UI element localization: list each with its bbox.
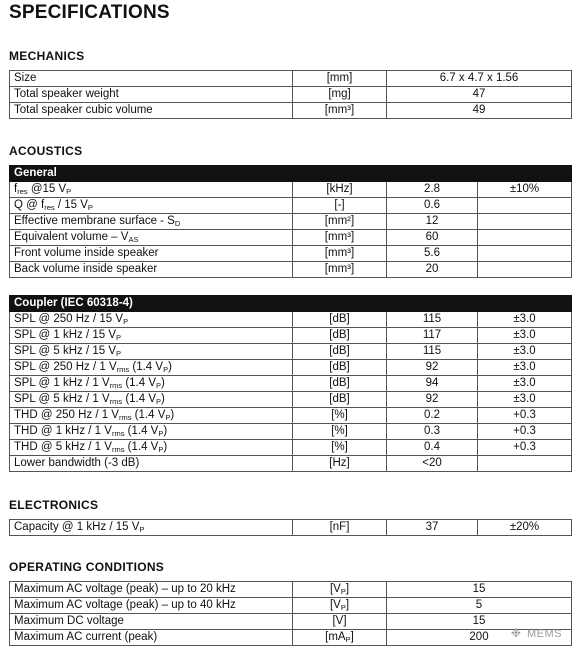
operating-row: [10, 614, 572, 630]
tolerance-cell: +0.3: [478, 424, 572, 440]
param-cell: SPL @ 5 kHz / 15 $V_P$: [10, 344, 293, 360]
tolerance-cell: +0.3: [478, 440, 572, 456]
unit-cell: [dB]: [293, 344, 387, 360]
coupler-row: [10, 456, 572, 472]
coupler-row: [10, 440, 572, 456]
general-row: [10, 182, 572, 198]
tolerance-cell: ±3.0: [478, 344, 572, 360]
value-cell: 15: [387, 582, 572, 598]
tolerance-cell: [478, 214, 572, 230]
unit-cell: [%]: [293, 424, 387, 440]
coupler-row: [10, 424, 572, 440]
value-cell: 49: [387, 103, 572, 119]
param-cell: Capacity @ 1 kHz / 15 $V_P$: [10, 520, 293, 536]
unit-cell: [mm]: [293, 71, 387, 87]
unit-cell: [%]: [293, 440, 387, 456]
value-cell: <20: [387, 456, 478, 472]
unit-cell: [dB]: [293, 392, 387, 408]
unit-cell: [V]: [293, 614, 387, 630]
electronics-row: [10, 520, 572, 536]
section-title-acoustics: ACOUSTICS: [9, 144, 83, 158]
param-cell: Back volume inside speaker: [10, 262, 293, 278]
mechanics-table: [9, 70, 572, 119]
value-cell: 0.3: [387, 424, 478, 440]
unit-cell: [mm³]: [293, 103, 387, 119]
coupler-row: [10, 360, 572, 376]
coupler-row: [10, 408, 572, 424]
tolerance-cell: [478, 246, 572, 262]
general-header: General: [10, 166, 572, 182]
value-cell: 5: [387, 598, 572, 614]
param-cell: SPL @ 1 kHz / 1 $V_{rms}$ (1.4 $V_P$): [10, 376, 293, 392]
general-row: [10, 214, 572, 230]
value-cell: 115: [387, 312, 478, 328]
operating-row: [10, 630, 572, 646]
tolerance-cell: ±3.0: [478, 360, 572, 376]
watermark-text: MEMS: [527, 628, 562, 640]
value-cell: 5.6: [387, 246, 478, 262]
param-cell: $f_{res}$ @15 $V_P$: [10, 182, 293, 198]
param-cell: Front volume inside speaker: [10, 246, 293, 262]
param-cell: Lower bandwidth (-3 dB): [10, 456, 293, 472]
value-cell: 92: [387, 392, 478, 408]
unit-cell: [mm³]: [293, 230, 387, 246]
tolerance-cell: ±3.0: [478, 312, 572, 328]
param-cell: Size: [10, 71, 293, 87]
coupler-row: [10, 376, 572, 392]
tolerance-cell: ±3.0: [478, 392, 572, 408]
value-cell: 115: [387, 344, 478, 360]
param-cell: Maximum AC voltage (peak) – up to 40 kHz: [10, 598, 293, 614]
value-cell: 117: [387, 328, 478, 344]
section-title-operating: OPERATING CONDITIONS: [9, 560, 165, 574]
page-title: SPECIFICATIONS: [9, 2, 170, 23]
watermark: [511, 626, 562, 640]
param-cell: SPL @ 1 kHz / 15 $V_P$: [10, 328, 293, 344]
param-cell: SPL @ 250 Hz / 15 $V_P$: [10, 312, 293, 328]
param-cell: THD @ 5 kHz / 1 $V_{rms}$ (1.4 $V_P$): [10, 440, 293, 456]
param-cell: Maximum AC voltage (peak) – up to 20 kHz: [10, 582, 293, 598]
param-cell: Maximum AC current (peak): [10, 630, 293, 646]
param-cell: Total speaker weight: [10, 87, 293, 103]
value-cell: 6.7 x 4.7 x 1.56: [387, 71, 572, 87]
tolerance-cell: [478, 456, 572, 472]
value-cell: 94: [387, 376, 478, 392]
param-cell: THD @ 1 kHz / 1 $V_{rms}$ (1.4 $V_P$): [10, 424, 293, 440]
param-cell: Equivalent volume – $V_{AS}$: [10, 230, 293, 246]
param-cell: THD @ 250 Hz / 1 $V_{rms}$ (1.4 $V_P$): [10, 408, 293, 424]
unit-cell: [%]: [293, 408, 387, 424]
unit-cell: [mm³]: [293, 262, 387, 278]
unit-cell: [mg]: [293, 87, 387, 103]
section-title-mechanics: MECHANICS: [9, 49, 85, 63]
operating-row: [10, 582, 572, 598]
param-cell: Q @ $f_{res} / 15$ $V_P$: [10, 198, 293, 214]
general-row: [10, 246, 572, 262]
param-cell: Maximum DC voltage: [10, 614, 293, 630]
unit-cell: [kHz]: [293, 182, 387, 198]
tolerance-cell: [478, 198, 572, 214]
section-title-electronics: ELECTRONICS: [9, 498, 99, 512]
tolerance-cell: ±3.0: [478, 328, 572, 344]
value-cell: 60: [387, 230, 478, 246]
acoustics-coupler-table: [9, 295, 572, 472]
value-cell: 200: [387, 630, 572, 646]
wechat-icon: ❉: [510, 626, 522, 640]
operating-table: [9, 581, 572, 646]
tolerance-cell: [478, 262, 572, 278]
value-cell: 47: [387, 87, 572, 103]
unit-cell: $[mA_P]$: [293, 630, 387, 646]
tolerance-cell: ±3.0: [478, 376, 572, 392]
unit-cell: [dB]: [293, 312, 387, 328]
mechanics-row: [10, 87, 572, 103]
tolerance-cell: +0.3: [478, 408, 572, 424]
general-header-row: [10, 166, 572, 182]
coupler-header-row: [10, 296, 572, 312]
value-cell: 92: [387, 360, 478, 376]
unit-cell: [dB]: [293, 376, 387, 392]
unit-cell: [Hz]: [293, 456, 387, 472]
value-cell: 0.2: [387, 408, 478, 424]
unit-cell: [-]: [293, 198, 387, 214]
param-cell: Total speaker cubic volume: [10, 103, 293, 119]
param-cell: Effective membrane surface - $S_D$: [10, 214, 293, 230]
tolerance-cell: ±20%: [478, 520, 572, 536]
value-cell: 15: [387, 614, 572, 630]
value-cell: 2.8: [387, 182, 478, 198]
coupler-row: [10, 328, 572, 344]
coupler-row: [10, 312, 572, 328]
param-cell: SPL @ 5 kHz / 1 $V_{rms}$ (1.4 $V_P$): [10, 392, 293, 408]
unit-cell: [mm³]: [293, 246, 387, 262]
tolerance-cell: ±10%: [478, 182, 572, 198]
value-cell: 12: [387, 214, 478, 230]
unit-cell: [mm²]: [293, 214, 387, 230]
coupler-row: [10, 392, 572, 408]
tolerance-cell: [478, 230, 572, 246]
general-row: [10, 198, 572, 214]
unit-cell: [dB]: [293, 328, 387, 344]
general-row: [10, 262, 572, 278]
unit-cell: $[V_P]$: [293, 582, 387, 598]
coupler-header: Coupler (IEC 60318-4): [10, 296, 572, 312]
mechanics-row: [10, 71, 572, 87]
general-row: [10, 230, 572, 246]
electronics-table: [9, 519, 572, 536]
unit-cell: [nF]: [293, 520, 387, 536]
mechanics-row: [10, 103, 572, 119]
unit-cell: [dB]: [293, 360, 387, 376]
value-cell: 0.4: [387, 440, 478, 456]
value-cell: 20: [387, 262, 478, 278]
unit-cell: $[V_P]$: [293, 598, 387, 614]
param-cell: SPL @ 250 Hz / 1 $V_{rms}$ (1.4 $V_P$): [10, 360, 293, 376]
operating-row: [10, 598, 572, 614]
coupler-row: [10, 344, 572, 360]
value-cell: 0.6: [387, 198, 478, 214]
acoustics-general-table: [9, 165, 572, 278]
value-cell: 37: [387, 520, 478, 536]
